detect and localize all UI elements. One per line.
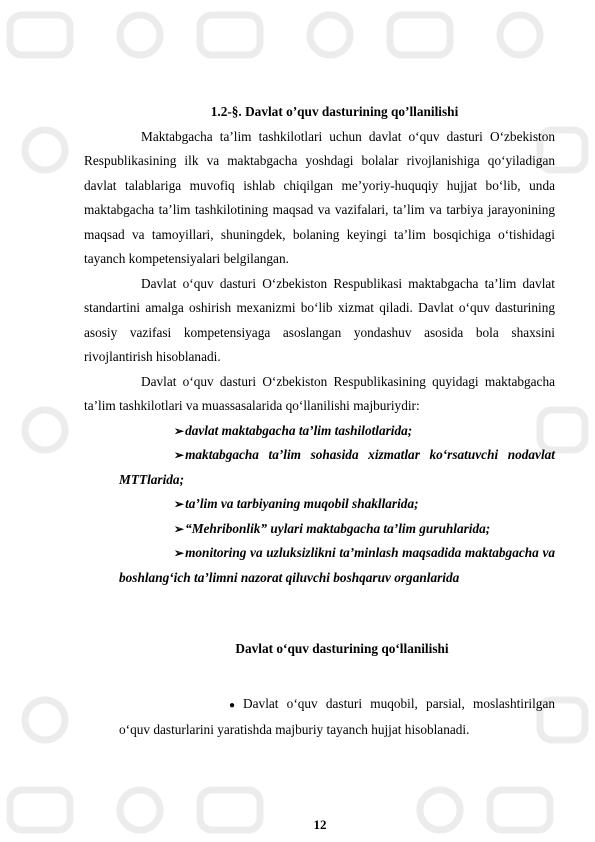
paragraph-3: Davlat o‘quv dasturi O‘zbekiston Respublikasining quyidagi maktabgacha ta’lim tashkilotlari va muassasalarida qo‘llanilishi majburiydir: — [84, 373, 555, 413]
list-item — [119, 419, 555, 444]
list-item-text: maktabgacha ta’lim sohasida xizmatlar ko‘rsatuvchi nodavlat MTTlarida; — [119, 447, 555, 487]
filled-circle-icon: ● — [229, 699, 236, 711]
paragraph-1: Maktabgacha ta’lim tashkilotlari uchun davlat o‘quv dasturi O‘zbekiston Respublikasining ilk va maktabgacha yoshdagi bolalar rivojlanishiga qo‘yiladigan davlat talablariga muvofiq ishlab chiqilgan me’yoriy-huquqiy hujjat bo‘lib, unda maktabgacha ta’lim tashkilotining maqsad va vazifalari, ta’lim va tarbiya jarayonining maqsad va tamoyillari, shuningdek, bolaning keyingi ta’lim bosqichiga o‘tishidagi tayanch kompetensiyalari belgilangan. — [84, 128, 555, 266]
section-title: 1.2-§. Davlat o’quv dasturining qo’llanilishi — [210, 104, 459, 119]
list-item-text: monitoring va uzluksizlikni ta’minlash maqsadida maktabgacha va boshlang‘ich ta’limni nazorat qiluvchi boshqaruv organlarida — [119, 545, 555, 585]
bullet-paragraph — [119, 692, 555, 743]
institutions-list — [84, 419, 555, 591]
list-item — [119, 541, 555, 590]
list-item-text: ta’lim va tarbiyaning muqobil shakllarida; — [185, 496, 419, 511]
arrow-right-icon: ➢ — [174, 497, 185, 511]
list-item — [119, 517, 555, 542]
arrow-right-icon: ➢ — [174, 521, 185, 536]
list-item-text: “Mehribonlik” uylari maktabgacha ta’lim guruhlarida; — [185, 520, 491, 536]
arrow-right-icon: ➢ — [174, 546, 185, 560]
paragraph-2: Davlat o‘quv dasturi O‘zbekiston Respublikasi maktabgacha ta’lim davlat standartini amalga oshirish mexanizmi bo‘lib xizmat qiladi. Davlat o‘quv dasturining asosiy vazifasi kompetensiyaga asoslangan yondashuv asosida bola shaxsini rivojlantirish hisoblanadi. — [84, 275, 555, 364]
page-number: 12 — [313, 817, 327, 832]
document-page — [84, 100, 555, 743]
bullet-paragraph-text: Davlat o‘quv dasturi muqobil, parsial, moslashtirilgan o‘quv dasturlarini yaratishda majburiy tayanch hujjat hisoblanadi. — [119, 695, 555, 737]
list-item — [119, 492, 555, 517]
list-item-text: davlat maktabgacha ta’lim tashilotlarida; — [185, 422, 413, 438]
subheading: Davlat o‘quv dasturining qo‘llanilishi — [235, 641, 449, 656]
arrow-right-icon: ➢ — [174, 448, 185, 462]
list-item — [119, 443, 555, 492]
arrow-right-icon: ➢ — [174, 423, 185, 438]
